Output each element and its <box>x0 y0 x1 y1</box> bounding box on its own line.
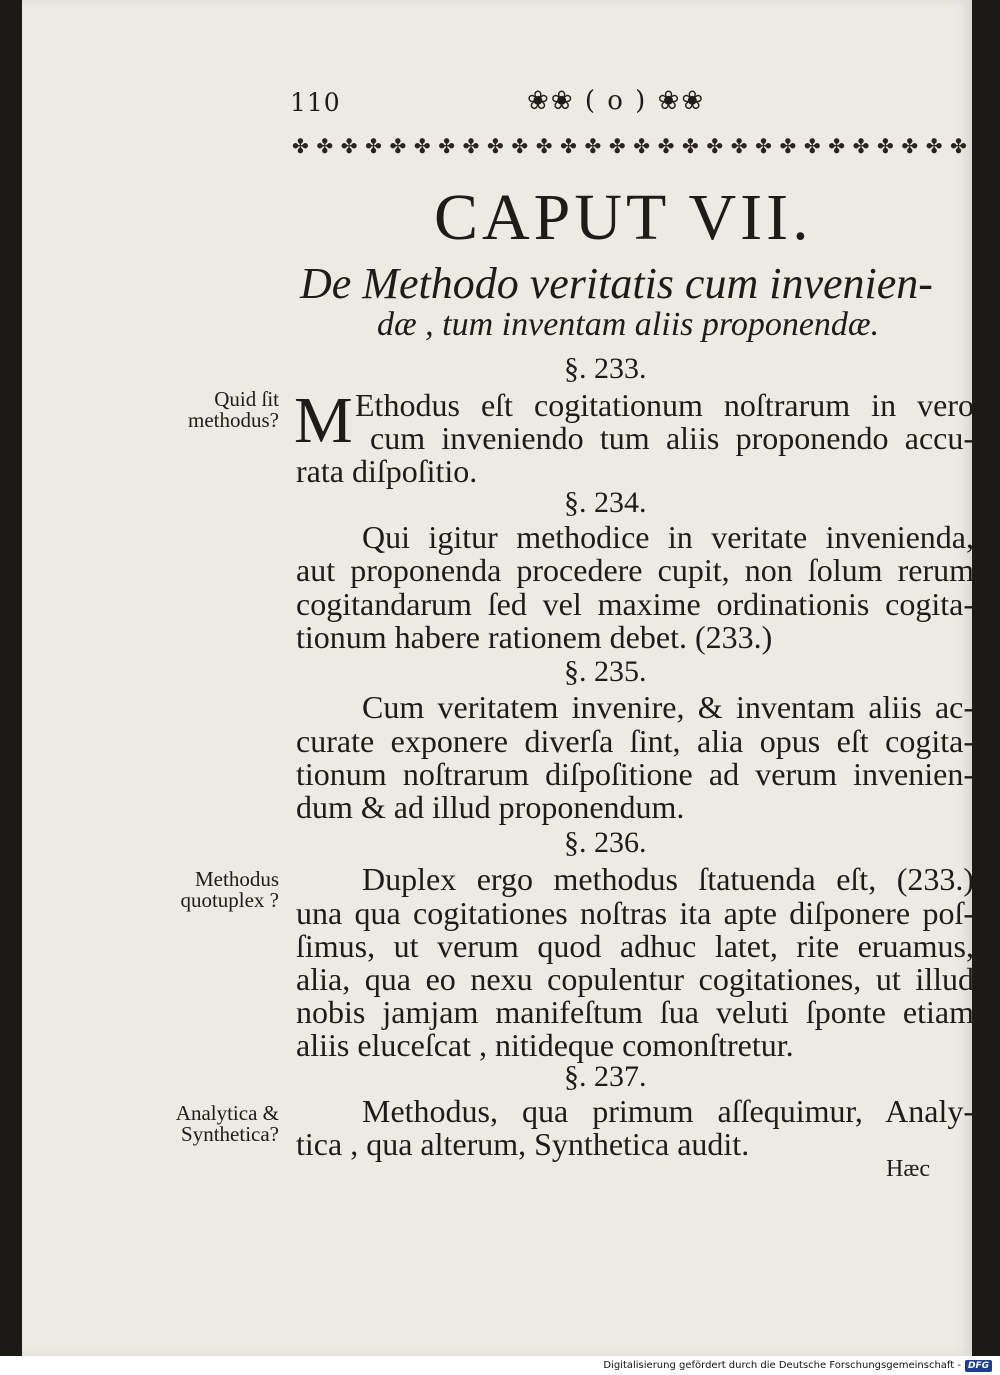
text-line: rata diſpoſitio. <box>296 453 478 489</box>
text-line: ſimus, ut verum quod adhuc latet, rite eruamus, <box>296 928 974 964</box>
text-line: Cum veritatem invenire, & inventam aliis ac- <box>362 689 974 725</box>
text-line: cogitandarum ſed vel maxime ordinationis cogita- <box>296 586 974 622</box>
ornament-glyph-icon: ✤ <box>803 134 821 158</box>
text-line: nobis jamjam manifeſtum ſua veluti ſponte etiam <box>296 994 974 1030</box>
margin-note-3 <box>154 1103 279 1145</box>
text-line: una qua cogitationes noſtras ita apte diſponere poſ- <box>296 895 974 931</box>
chapter-title: CAPUT VII. <box>434 181 813 254</box>
ornament-glyph-icon: ✤ <box>340 134 358 158</box>
ornament-glyph-icon: ✤ <box>730 134 748 158</box>
book-page <box>22 0 972 1356</box>
margin-note-line: Quid ſit <box>214 387 279 411</box>
section-heading-235: §. 235. <box>564 655 647 688</box>
ornament-glyph-icon: ✤ <box>706 134 724 158</box>
text-line: tionum noſtrarum diſpoſitione ad verum invenien- <box>296 756 974 792</box>
ornament-glyph-icon: ✤ <box>657 134 675 158</box>
ornament-glyph-icon: ✤ <box>852 134 870 158</box>
ornament-glyph-icon: ✤ <box>560 134 577 158</box>
ornament-glyph-icon: ✤ <box>365 134 382 158</box>
text-line: aliis eluceſcat , nitideque comonſtretur. <box>296 1027 794 1063</box>
ornamental-band <box>292 130 967 162</box>
drop-capital: M <box>294 384 353 457</box>
text-line: cum inveniendo tum aliis proponendo accu- <box>370 420 974 456</box>
footer-credit: Digitalisierung gefördert durch die Deutsche Forschungsgemeinschaft - <box>603 1360 961 1371</box>
text-line: tica , qua alterum, Synthetica audit. <box>296 1126 750 1162</box>
text-line: Ethodus eſt cogitationum noſtrarum in vero <box>355 387 974 423</box>
margin-note-line: Methodus <box>195 867 279 891</box>
ornament-glyph-icon: ✤ <box>584 134 602 158</box>
ornament-glyph-icon: ✤ <box>925 134 943 158</box>
ornament-glyph-icon: ✤ <box>316 134 334 158</box>
text-line: tionum habere rationem debet. (233.) <box>296 619 773 655</box>
ornament-glyph-icon: ✤ <box>292 134 309 158</box>
dfg-logo-icon: DFG <box>965 1360 992 1372</box>
section-heading-234: §. 234. <box>564 486 647 519</box>
ornament-glyph-icon: ✤ <box>755 134 772 158</box>
section-heading-237: §. 237. <box>564 1060 647 1093</box>
ornament-glyph-icon: ✤ <box>828 134 846 158</box>
text-line: Duplex ergo methodus ſtatuenda eſt, (233.) <box>362 861 974 897</box>
ornament-glyph-icon: ✤ <box>462 134 480 158</box>
ornament-glyph-icon: ✤ <box>438 134 456 158</box>
text-line: Methodus, qua primum aſſequimur, Analy- <box>362 1093 974 1129</box>
margin-note-line: Synthetica? <box>181 1122 279 1146</box>
ornament-glyph-icon: ✤ <box>633 134 651 158</box>
digitization-footer <box>0 1356 1000 1375</box>
ornament-glyph-icon: ✤ <box>877 134 894 158</box>
ornament-glyph-icon: ✤ <box>389 134 407 158</box>
margin-note-line: quotuplex ? <box>180 888 279 912</box>
chapter-subtitle-line2: dæ , tum inventam aliis proponendæ. <box>377 306 880 343</box>
text-line: curate exponere diverſa ſint, alia opus eſt cogita- <box>296 723 974 759</box>
section-heading-236: §. 236. <box>564 826 647 859</box>
margin-note-line: methodus? <box>188 408 279 432</box>
margin-note-1 <box>154 389 279 431</box>
ornament-glyph-icon: ✤ <box>535 134 553 158</box>
ornament-glyph-icon: ✤ <box>682 134 699 158</box>
chapter-subtitle-line1: De Methodo veritatis cum invenien- <box>300 259 933 308</box>
text-line: Qui igitur methodice in veritate invenienda, <box>362 519 974 555</box>
page-number: 110 <box>290 88 341 117</box>
margin-note-2 <box>154 869 279 911</box>
ornament-glyph-icon: ✤ <box>511 134 529 158</box>
ornament-glyph-icon: ✤ <box>950 134 967 158</box>
header-ornament: ❀❀ ( o ) ❀❀ <box>527 86 706 116</box>
section-heading-233: §. 233. <box>564 352 647 385</box>
ornament-glyph-icon: ✤ <box>487 134 504 158</box>
text-line: alia, qua eo nexu copulentur cogitationes, ut illud <box>296 961 974 997</box>
text-line: aut proponenda procedere cupit, non ſolum rerum <box>296 552 974 588</box>
catchword: Hæc <box>886 1156 930 1182</box>
ornament-glyph-icon: ✤ <box>413 134 431 158</box>
margin-note-line: Analytica & <box>175 1101 279 1125</box>
ornament-glyph-icon: ✤ <box>901 134 919 158</box>
text-line: dum & ad illud proponendum. <box>296 789 685 825</box>
ornament-glyph-icon: ✤ <box>779 134 797 158</box>
ornament-glyph-icon: ✤ <box>608 134 626 158</box>
